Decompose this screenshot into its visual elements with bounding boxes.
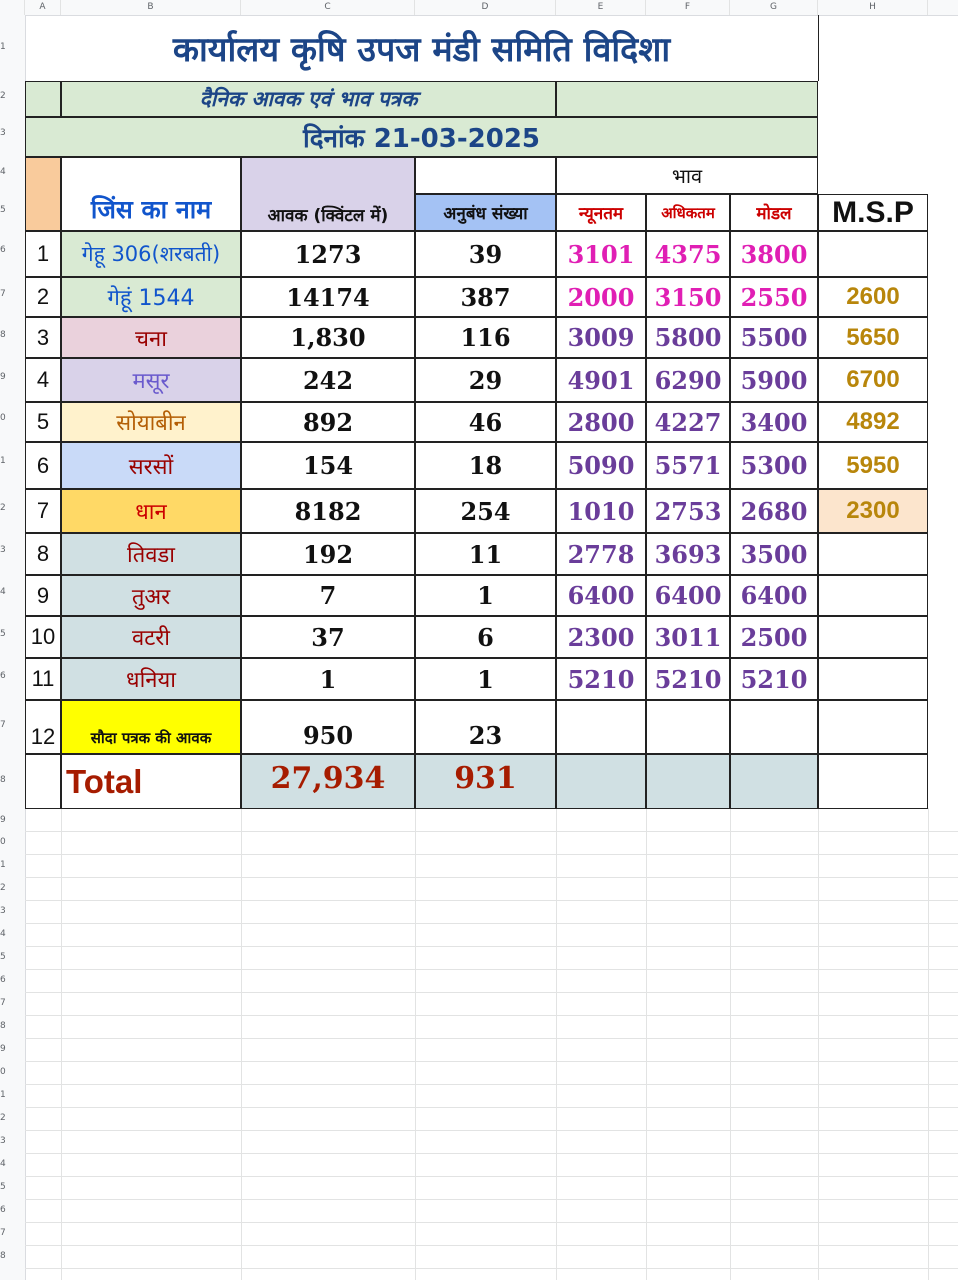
empty-cell[interactable]	[646, 754, 730, 809]
arrival-cell[interactable]: 1,830	[241, 317, 415, 358]
arrival-cell[interactable]: 892	[241, 402, 415, 442]
contracts-cell[interactable]: 11	[415, 533, 556, 575]
column-header-f[interactable]: F	[646, 0, 730, 15]
max-price-cell[interactable]: 4227	[646, 402, 730, 442]
arrival-cell[interactable]: 950	[241, 700, 415, 754]
crop-name[interactable]: सौदा पत्रक की आवक	[61, 700, 241, 754]
contracts-cell[interactable]: 1	[415, 658, 556, 700]
max-price-cell[interactable]	[646, 700, 730, 754]
crop-name[interactable]: तुअर	[61, 575, 241, 616]
arrival-cell[interactable]: 154	[241, 442, 415, 489]
min-price-cell[interactable]: 5210	[556, 658, 646, 700]
row-header[interactable]: 6	[0, 671, 6, 681]
contracts-cell[interactable]: 116	[415, 317, 556, 358]
total-contracts[interactable]: 931	[415, 754, 556, 809]
min-price-cell[interactable]: 5090	[556, 442, 646, 489]
empty-cell[interactable]	[25, 81, 61, 117]
gridline	[241, 808, 242, 1280]
row-header[interactable]: 1	[0, 860, 6, 870]
arrival-cell[interactable]: 192	[241, 533, 415, 575]
column-title-msp[interactable]: M.S.P	[818, 194, 928, 231]
min-price-cell[interactable]: 2778	[556, 533, 646, 575]
modal-price-cell[interactable]: 3800	[730, 231, 818, 277]
row-header[interactable]: 0	[0, 1067, 6, 1077]
msp-cell[interactable]	[818, 700, 928, 754]
row-header[interactable]: 7	[0, 289, 6, 299]
msp-cell[interactable]: 5650	[818, 317, 928, 358]
row-header[interactable]: 6	[0, 975, 6, 985]
row-header[interactable]: 2	[0, 91, 6, 101]
serial-number[interactable]: 9	[25, 575, 61, 616]
contracts-cell[interactable]: 46	[415, 402, 556, 442]
total-label[interactable]: Total	[61, 754, 241, 809]
max-price-cell[interactable]: 5210	[646, 658, 730, 700]
crop-name[interactable]: वटरी	[61, 616, 241, 658]
page-title[interactable]: कार्यालय कृषि उपज मंडी समिति विदिशा	[172, 30, 671, 70]
msp-cell[interactable]: 5950	[818, 442, 928, 489]
row-header[interactable]: 2	[0, 1113, 6, 1123]
row-header[interactable]: 0	[0, 837, 6, 847]
row-header[interactable]: 1	[0, 1090, 6, 1100]
max-price-cell[interactable]: 6290	[646, 358, 730, 402]
min-price-cell[interactable]: 3009	[556, 317, 646, 358]
modal-price-cell[interactable]: 5300	[730, 442, 818, 489]
crop-name[interactable]: तिवडा	[61, 533, 241, 575]
min-price-cell[interactable]: 2800	[556, 402, 646, 442]
crop-name[interactable]: धान	[61, 489, 241, 533]
report-date[interactable]: दिनांक 21-03-2025	[25, 117, 818, 157]
msp-cell[interactable]	[818, 658, 928, 700]
msp-cell[interactable]: 4892	[818, 402, 928, 442]
contracts-cell[interactable]: 23	[415, 700, 556, 754]
column-header-d[interactable]: D	[415, 0, 556, 15]
header-corner-cell[interactable]	[25, 157, 61, 231]
max-price-cell[interactable]: 3011	[646, 616, 730, 658]
row-header[interactable]: 3	[0, 128, 6, 138]
row-header[interactable]: 7	[0, 1228, 6, 1238]
subtitle[interactable]: दैनिक आवक एवं भाव पत्रक	[61, 81, 556, 117]
min-price-cell[interactable]: 6400	[556, 575, 646, 616]
row-header[interactable]: 5	[0, 952, 6, 962]
column-title-contracts[interactable]: अनुबंध संख्या	[415, 194, 556, 231]
column-title-crop[interactable]: जिंस का नाम	[61, 157, 241, 231]
row-header[interactable]: 3	[0, 1136, 6, 1146]
max-price-cell[interactable]: 4375	[646, 231, 730, 277]
crop-name[interactable]: गेहूं 1544	[61, 277, 241, 317]
serial-number[interactable]: 6	[25, 442, 61, 489]
modal-price-cell[interactable]: 2500	[730, 616, 818, 658]
min-price-cell[interactable]	[556, 700, 646, 754]
modal-price-cell[interactable]: 6400	[730, 575, 818, 616]
contracts-cell[interactable]: 387	[415, 277, 556, 317]
max-price-cell[interactable]: 6400	[646, 575, 730, 616]
column-title-arrival[interactable]: आवक (क्विंटल में)	[241, 157, 415, 231]
row-header[interactable]: 6	[0, 1205, 6, 1215]
arrival-cell[interactable]: 1	[241, 658, 415, 700]
row-header[interactable]: 7	[0, 720, 6, 730]
modal-price-cell[interactable]: 2550	[730, 277, 818, 317]
serial-number[interactable]: 3	[25, 317, 61, 358]
empty-cell[interactable]	[556, 81, 818, 117]
column-header-bar	[0, 0, 958, 16]
msp-cell[interactable]	[818, 533, 928, 575]
row-header[interactable]: 5	[0, 1182, 6, 1192]
row-header[interactable]: 8	[0, 1251, 6, 1261]
contracts-cell[interactable]: 39	[415, 231, 556, 277]
min-price-cell[interactable]: 2300	[556, 616, 646, 658]
row-header[interactable]: 9	[0, 372, 6, 382]
crop-name[interactable]: मसूर	[61, 358, 241, 402]
modal-price-cell[interactable]: 5900	[730, 358, 818, 402]
column-title-min[interactable]: न्यूनतम	[556, 194, 646, 231]
empty-cell[interactable]	[415, 157, 556, 194]
row-header[interactable]: 9	[0, 1044, 6, 1054]
crop-name[interactable]: सरसों	[61, 442, 241, 489]
gridline	[415, 808, 416, 1280]
msp-cell[interactable]	[818, 575, 928, 616]
min-price-cell[interactable]: 1010	[556, 489, 646, 533]
column-title-max[interactable]: अधिकतम	[646, 194, 730, 231]
row-header[interactable]: 1	[0, 42, 6, 52]
row-header[interactable]: 2	[0, 503, 6, 513]
row-header[interactable]: 4	[0, 167, 6, 177]
row-header[interactable]: 8	[0, 330, 6, 340]
column-header-g[interactable]: G	[730, 0, 818, 15]
row-header-bar	[0, 15, 26, 1280]
serial-number[interactable]: 1	[25, 231, 61, 277]
gridline	[928, 808, 929, 1280]
row-header[interactable]: 0	[0, 413, 6, 423]
gridline	[61, 808, 62, 1280]
column-header-a[interactable]: A	[25, 0, 61, 15]
max-price-cell[interactable]: 5800	[646, 317, 730, 358]
crop-name[interactable]: धनिया	[61, 658, 241, 700]
contracts-cell[interactable]: 29	[415, 358, 556, 402]
msp-cell[interactable]	[818, 616, 928, 658]
serial-number[interactable]: 12	[25, 700, 61, 754]
max-price-cell[interactable]: 3693	[646, 533, 730, 575]
arrival-cell[interactable]: 14174	[241, 277, 415, 317]
msp-cell[interactable]: 2300	[818, 489, 928, 533]
gridline	[818, 808, 819, 1280]
max-price-cell[interactable]: 5571	[646, 442, 730, 489]
min-price-cell[interactable]: 2000	[556, 277, 646, 317]
row-header[interactable]: 4	[0, 929, 6, 939]
contracts-cell[interactable]: 1	[415, 575, 556, 616]
row-header[interactable]: 9	[0, 815, 6, 825]
min-price-cell[interactable]: 3101	[556, 231, 646, 277]
modal-price-cell[interactable]: 5500	[730, 317, 818, 358]
serial-number[interactable]: 4	[25, 358, 61, 402]
modal-price-cell[interactable]	[730, 700, 818, 754]
row-header[interactable]: 3	[0, 906, 6, 916]
column-header-c[interactable]: C	[241, 0, 415, 15]
contracts-cell[interactable]: 6	[415, 616, 556, 658]
total-arrival[interactable]: 27,934	[241, 754, 415, 809]
crop-name[interactable]: सोयाबीन	[61, 402, 241, 442]
serial-number[interactable]: 8	[25, 533, 61, 575]
row-header[interactable]: 3	[0, 545, 6, 555]
modal-price-cell[interactable]: 2680	[730, 489, 818, 533]
row-header[interactable]: 8	[0, 775, 6, 785]
contracts-cell[interactable]: 254	[415, 489, 556, 533]
contracts-cell[interactable]: 18	[415, 442, 556, 489]
row-header[interactable]: 7	[0, 998, 6, 1008]
gridline	[556, 808, 557, 1280]
serial-number[interactable]: 10	[25, 616, 61, 658]
arrival-cell[interactable]: 242	[241, 358, 415, 402]
serial-number[interactable]: 2	[25, 277, 61, 317]
msp-cell[interactable]: 2600	[818, 277, 928, 317]
crop-name[interactable]: गेहू 306(शरबती)	[61, 231, 241, 277]
row-header[interactable]: 4	[0, 587, 6, 597]
gridline	[646, 808, 647, 1280]
max-price-cell[interactable]: 2753	[646, 489, 730, 533]
arrival-cell[interactable]: 37	[241, 616, 415, 658]
arrival-cell[interactable]: 8182	[241, 489, 415, 533]
row-header[interactable]: 1	[0, 456, 6, 466]
arrival-cell[interactable]: 1273	[241, 231, 415, 277]
modal-price-cell[interactable]: 3500	[730, 533, 818, 575]
column-header-b[interactable]: B	[61, 0, 241, 15]
empty-cell[interactable]	[556, 754, 646, 809]
column-title-modal[interactable]: मोडल	[730, 194, 818, 231]
empty-cell[interactable]	[25, 754, 61, 809]
serial-number[interactable]: 7	[25, 489, 61, 533]
row-header[interactable]: 2	[0, 883, 6, 893]
empty-cell[interactable]	[730, 754, 818, 809]
msp-cell[interactable]: 6700	[818, 358, 928, 402]
modal-price-cell[interactable]: 3400	[730, 402, 818, 442]
column-header-e[interactable]: E	[556, 0, 646, 15]
row-header[interactable]: 4	[0, 1159, 6, 1169]
gridline	[730, 808, 731, 1280]
msp-cell[interactable]	[818, 231, 928, 277]
row-header[interactable]: 8	[0, 1021, 6, 1031]
crop-name[interactable]: चना	[61, 317, 241, 358]
column-header-h[interactable]: H	[818, 0, 928, 15]
empty-cell[interactable]	[818, 15, 928, 81]
serial-number[interactable]: 5	[25, 402, 61, 442]
empty-cell[interactable]	[818, 754, 928, 809]
row-header[interactable]: 6	[0, 245, 6, 255]
row-header[interactable]: 5	[0, 205, 6, 215]
modal-price-cell[interactable]: 5210	[730, 658, 818, 700]
min-price-cell[interactable]: 4901	[556, 358, 646, 402]
arrival-cell[interactable]: 7	[241, 575, 415, 616]
serial-number[interactable]: 11	[25, 658, 61, 700]
max-price-cell[interactable]: 3150	[646, 277, 730, 317]
row-header[interactable]: 5	[0, 629, 6, 639]
column-group-bhav[interactable]: भाव	[556, 157, 818, 194]
corner-cell[interactable]	[0, 0, 25, 15]
